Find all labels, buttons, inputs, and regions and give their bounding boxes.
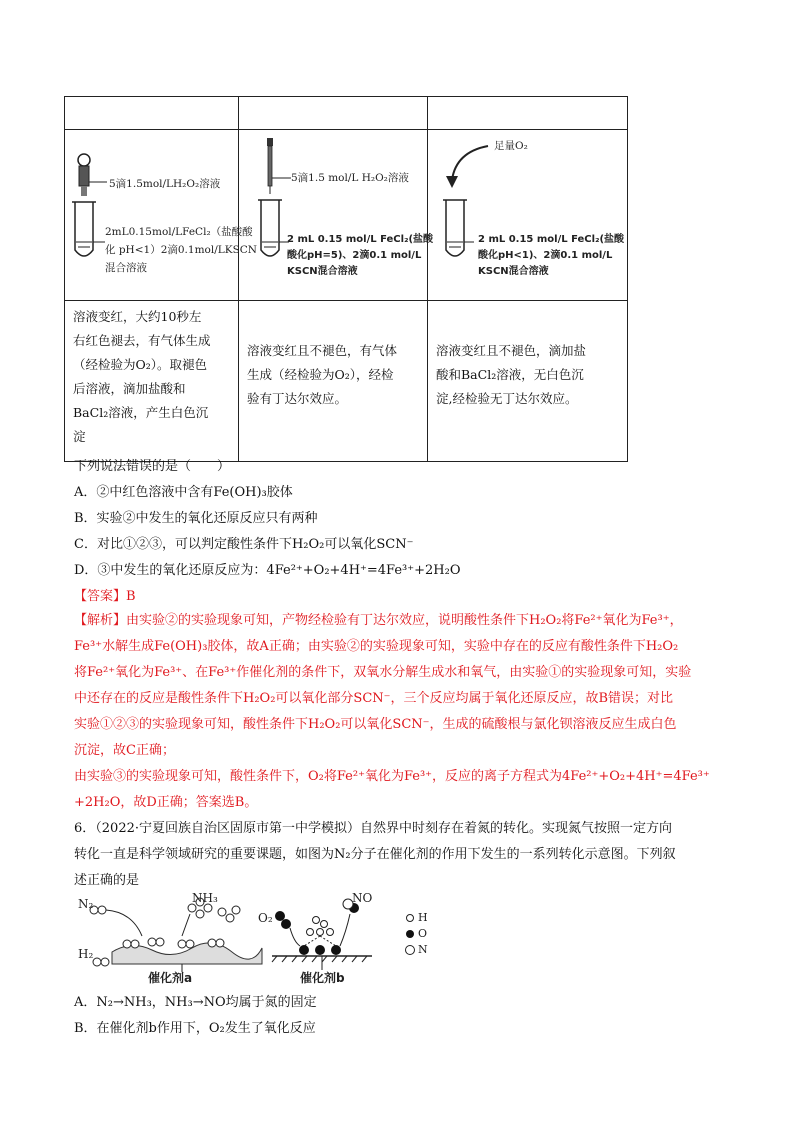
- option-c: C．对比①②③，可以判定酸性条件下H₂O₂可以氧化SCN⁻: [74, 537, 414, 552]
- experiment-table: [64, 96, 628, 462]
- observation-row: [65, 301, 628, 462]
- table-header-row: [65, 97, 628, 130]
- h2-label: H₂: [78, 947, 94, 961]
- tube-label-2c: KSCN混合溶液: [287, 266, 358, 277]
- legend-h: H: [418, 911, 428, 924]
- nh3-label: NH₃: [192, 891, 218, 905]
- observation-3: 溶液变红且不褪色，滴加盐 酸和BaCl₂溶液，无白色沉 淀,经检验无丁达尔效应。: [428, 301, 628, 462]
- catalyst-diagram: [72, 892, 452, 992]
- catalyst-a-label: 催化剂a: [148, 971, 193, 985]
- observation-2: 溶液变红且不褪色，有气体 生成（经检验为O₂），经检 验有丁达尔效应。: [239, 301, 428, 462]
- test-tube-dropper-icon: [65, 130, 238, 300]
- apparatus-1: [65, 130, 257, 301]
- apparatus-row: [65, 130, 628, 301]
- q6-option-b: B．在催化剂b作用下，O₂发生了氧化反应: [74, 1021, 316, 1036]
- tube-label-3a: 2 mL 0.15 mol/L FeCl₂(盐酸: [478, 234, 625, 245]
- tube-label-3c: KSCN混合溶液: [478, 266, 549, 277]
- catalyst-b-label: 催化剂b: [300, 971, 345, 985]
- dropper-label-1: 5滴1.5mol/LH₂O₂溶液: [109, 178, 221, 190]
- analysis: 【解析】由实验②的实验现象可知，产物经检验有丁达尔效应，说明酸性条件下H₂O₂将Fe²⁺氧化为Fe³⁺， Fe³⁺水解生成Fe(OH)₃胶体，故A正确；由实验②的实验现象可知，实验中存在的反应有酸性条件下H₂O₂ 将Fe²⁺氧化为Fe³⁺、在Fe³⁺作催化剂的条件下，双氧水分解生成水和氧气，由实验①的实验现象可知，实验 中还存在的反应是酸性条件下H₂O₂可以氧化部分SCN⁻，三个反应均属于氧化还原反应，故B错误；对比 实验①②③的实验现象可知，酸性条件下H₂O₂可以氧化SCN⁻，生成的硫酸根与氯化钡溶液反应生成白色 沉淀，故C正确； 由实验③的实验现象可知，酸性条件下，O₂将Fe²⁺氧化为Fe³⁺，反应的离子方程式为4Fe²⁺+O₂+4H⁺=4Fe³⁺ +2H₂O，故D正确；答案选B。: [74, 613, 710, 810]
- question-stem: 下列说法错误的是（ ）: [74, 459, 231, 474]
- no-label: NO: [352, 891, 373, 905]
- legend-n: N: [418, 943, 428, 956]
- option-d: D．③中发生的氧化还原反应为：4Fe²⁺+O₂+4H⁺=4Fe³⁺+2H₂O: [74, 563, 461, 578]
- tube-label-2a: 2 mL 0.15 mol/L FeCl₂(盐酸: [287, 234, 434, 245]
- legend-o: O: [418, 927, 428, 940]
- option-b: B．实验②中发生的氧化还原反应只有两种: [74, 511, 318, 526]
- option-a: A．②中红色溶液中含有Fe(OH)₃胶体: [74, 485, 293, 500]
- apparatus-2: [239, 130, 434, 301]
- tube-label-3b: 酸化pH<1)、2滴0.1 mol/L: [478, 250, 613, 261]
- q6-option-a: A．N₂→NH₃，NH₃→NO均属于氮的固定: [74, 995, 317, 1010]
- tube-label-2b: 酸化pH=5)、2滴0.1 mol/L: [287, 250, 422, 261]
- dropper-label-2: 5滴1.5 mol/L H₂O₂溶液: [291, 172, 409, 184]
- apparatus-3: [428, 130, 628, 301]
- tube-label-1b: 化 pH<1）2滴0.1mol/LKSCN: [105, 244, 257, 256]
- question-6: 6．（2022·宁夏回族自治区固原市第一中学模拟）自然界中时刻存在着氮的转化。实现氮气按照一定方向 转化一直是科学领域研究的重要课题，如图为N₂分子在催化剂的作用下发生的一系列转化示意图。下列叙 述正确的是: [74, 821, 676, 888]
- gas-label: 足量O₂: [494, 140, 528, 152]
- n2-label: N₂: [78, 897, 94, 911]
- observation-1: 溶液变红，大约10秒左 右红色褪去，有气体生成 （经检验为O₂）。取褪色 后溶液，滴加盐酸和 BaCl₂溶液，产生白色沉 淀: [65, 301, 239, 462]
- tube-label-1a: 2mL0.15mol/LFeCl₂（盐酸酸: [105, 226, 253, 238]
- answer: 【答案】B: [74, 589, 136, 604]
- o2-label: O₂: [258, 911, 273, 925]
- tube-label-1c: 混合溶液: [105, 262, 147, 274]
